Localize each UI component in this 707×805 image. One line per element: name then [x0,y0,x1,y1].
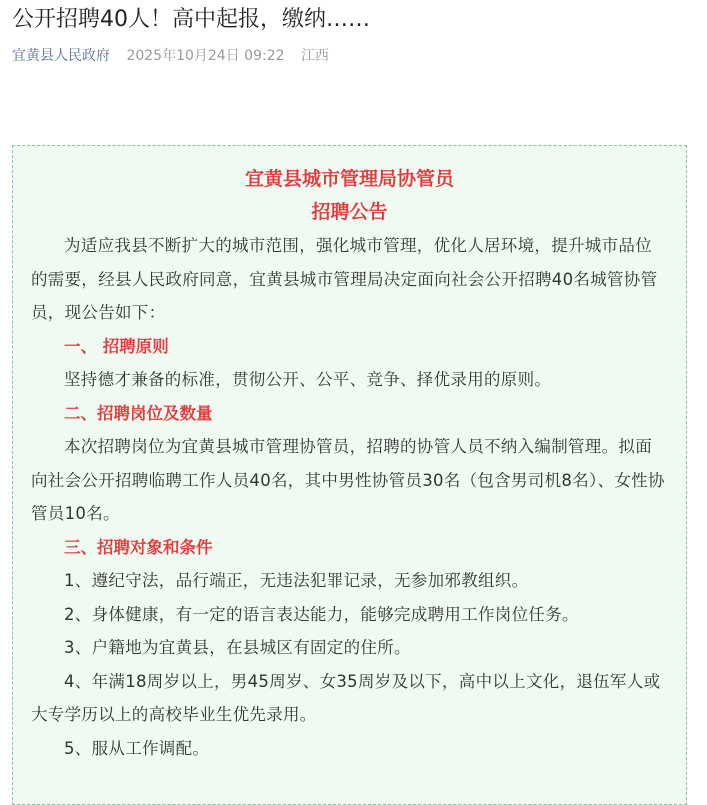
notice-title-line2: 招聘公告 [311,201,388,223]
notice-box [12,145,687,805]
article-location: 江西 [300,48,329,64]
article-meta [12,46,329,66]
article-date: 2025年10月24日 09:22 [126,48,285,64]
condition-item: 1、遵纪守法，品行端正，无违法犯罪记录，无参加邪教组织。 [64,571,529,590]
notice-title-line1: 宜黄县城市管理局协管员 [244,168,454,190]
article-source-link[interactable]: 宜黄县人民政府 [12,48,110,64]
notice-intro: 为适应我县不断扩大的城市范围，强化城市管理，优化人居环境，提升城市品位的需要，经县人民政府同意，宜黄县城市管理局决定面向社会公开招聘40名城管协管员，现公告如下： [31,236,658,322]
condition-item: 5、服从工作调配。 [64,738,210,758]
section-text-positions: 本次招聘岗位为宜黄县城市管理协管员，招聘的协管人员不纳入编制管理。拟面向社会公开招聘临聘工作人员40名，其中男性协管员30名（包含男司机8名）、女性协管员10名。 [31,437,665,523]
condition-item: 4、年满18周岁以上，男45周岁、女35周岁及以下，高中以上文化，退伍军人或大专学历以上的高校毕业生优先录用。 [31,671,661,724]
section-heading-principles: 一、 招聘原则 [64,336,169,356]
article-headline: 公开招聘40人！高中起报，缴纳…… [12,7,370,32]
condition-item: 3、户籍地为宜黄县，在县城区有固定的住所。 [64,638,411,657]
section-text-principles: 坚持德才兼备的标准，贯彻公开、公平、竞争、择优录用的原则。 [64,370,552,389]
section-heading-positions: 二、招聘岗位及数量 [64,403,213,423]
section-heading-conditions: 三、招聘对象和条件 [64,537,213,557]
condition-item: 2、身体健康，有一定的语言表达能力，能够完成聘用工作岗位任务。 [64,604,579,624]
